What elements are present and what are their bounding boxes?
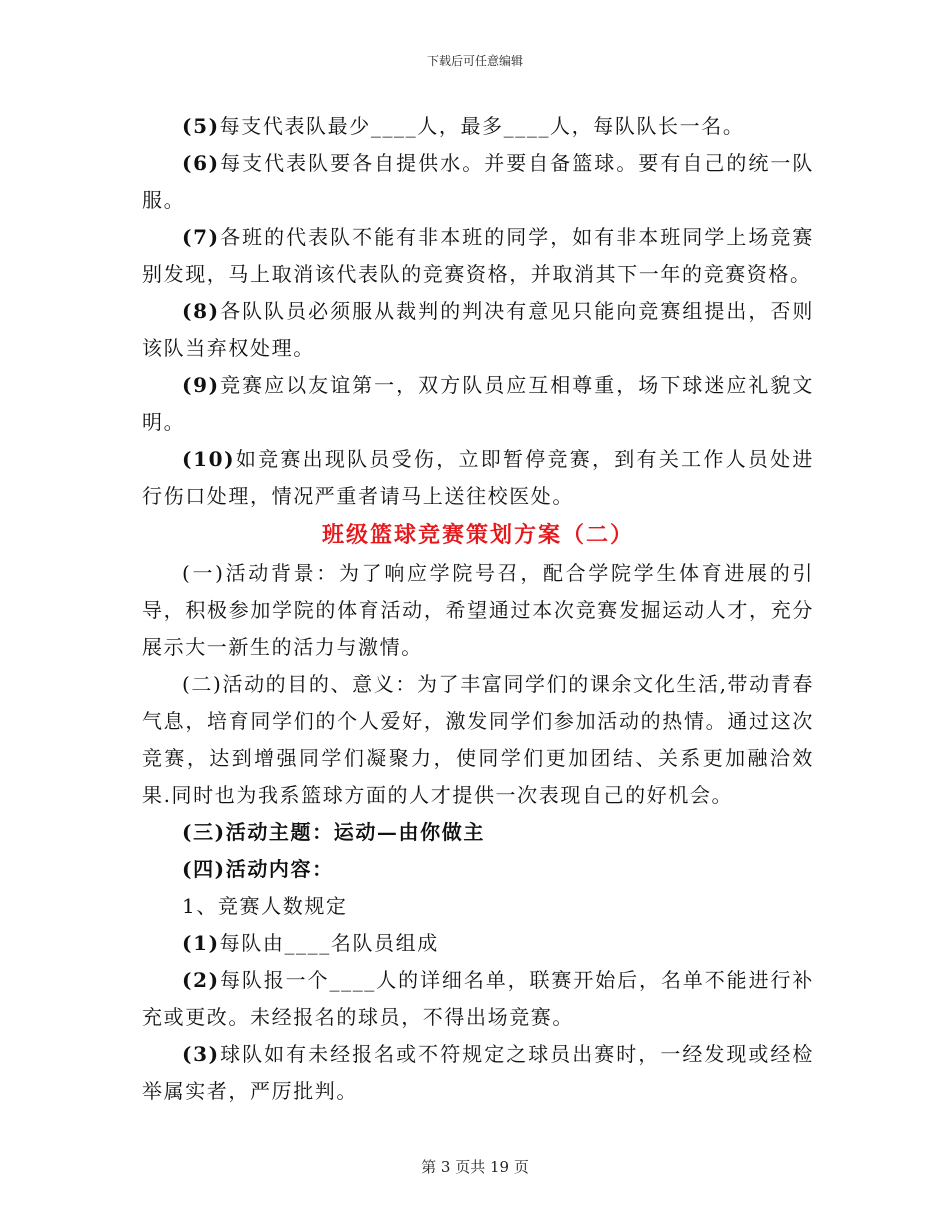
page-header: 下载后可任意编辑 [426, 54, 523, 68]
rule-text: 每队报一个____人的详细名单，联赛开始后，名单不能进行补充或更改。未经报名的球员，不得出场竞赛。 [142, 968, 814, 1029]
rule-text: 每队由____名队员组成 [219, 931, 439, 955]
document-body [142, 108, 814, 1110]
participant-rule-1 [142, 925, 814, 962]
rule-6 [142, 145, 814, 219]
activity-theme: (三)活动主题：运动—由你做主 [182, 820, 485, 844]
rule-10 [142, 441, 814, 515]
participant-rules-heading: 1、竞赛人数规定 [182, 894, 348, 918]
activity-background: (一)活动背景：为了响应学院号召，配合学院学生体育进展的引导，积极参加学院的体育活动，希望通过本次竞赛发掘运动人才，充分展示大一新生的活力与激情。 [142, 561, 814, 659]
rule-text: 球队如有未经报名或不符规定之球员出赛时，一经发现或经检举属实者，严厉批判。 [142, 1042, 814, 1103]
rule-text: 每支代表队最少____人，最多____人，每队队长一名。 [219, 114, 745, 138]
rule-text: 如竞赛出现队员受伤，立即暂停竞赛，到有关工作人员处进行伤口处理，情况严重者请马上送往校医处。 [142, 447, 814, 508]
rule-number: (7) [182, 225, 220, 249]
rule-5 [142, 108, 814, 145]
activity-content-heading: (四)活动内容： [182, 857, 334, 881]
rule-text: 各队队员必须服从裁判的判决有意见只能向竞赛组提出，否则该队当弃权处理。 [142, 299, 814, 360]
participant-rule-3 [142, 1036, 814, 1110]
rule-number: (6) [182, 151, 220, 175]
rule-9 [142, 367, 814, 441]
rule-number: (1) [182, 931, 220, 955]
rule-number: (8) [182, 299, 220, 323]
activity-purpose: (二)活动的目的、意义：为了丰富同学们的课余文化生活,带动青春气息，培育同学们的个人爱好，激发同学们参加活动的热情。通过这次竞赛，达到增强同学们凝聚力，使同学们更加团结、关系更加融洽效果.同时也为我系篮球方面的人才提供一次表现自己的好机会。 [142, 672, 814, 807]
rule-8 [142, 293, 814, 367]
rule-7 [142, 219, 814, 293]
rule-number: (3) [182, 1042, 220, 1066]
rule-number: (5) [182, 114, 220, 138]
rule-number: (10) [182, 447, 236, 471]
section-title: 班级篮球竞赛策划方案（二） [321, 522, 634, 548]
rule-number: (9) [182, 373, 220, 397]
rule-text: 各班的代表队不能有非本班的同学，如有非本班同学上场竞赛别发现，马上取消该代表队的竞赛资格，并取消其下一年的竞赛资格。 [142, 225, 814, 286]
rule-text: 竞赛应以友谊第一，双方队员应互相尊重，场下球迷应礼貌文明。 [142, 373, 814, 434]
page-footer: 第 3 页共 19 页 [421, 1158, 529, 1176]
participant-rule-2 [142, 962, 814, 1036]
rule-text: 每支代表队要各自提供水。并要自备篮球。要有自己的统一队服。 [142, 151, 814, 212]
rule-number: (2) [182, 968, 220, 992]
